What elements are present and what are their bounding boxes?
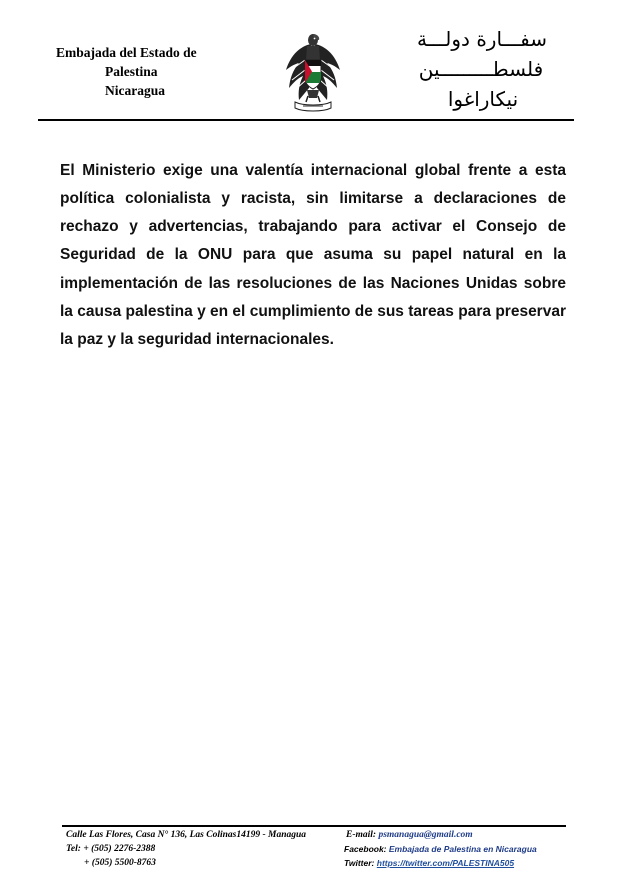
footer-address: Calle Las Flores, Casa N° 136, Las Colinas14199 - Managua [66, 830, 307, 840]
embassy-name-line-3: Nicaragua [105, 83, 165, 98]
facebook-label: Facebook: [344, 844, 387, 854]
email-link[interactable]: psmanagua@gmail.com [378, 830, 473, 840]
arabic-line-2: فلسطـــــــــين [418, 57, 544, 81]
footer-email [346, 828, 473, 842]
footer [0, 828, 619, 873]
twitter-link[interactable]: https://twitter.com/PALESTINA505 [376, 858, 515, 868]
embassy-name-line-1: Embajada del Estado de [56, 45, 197, 60]
twitter-label: Twitter: [344, 858, 375, 868]
palestine-eagle-emblem-icon [283, 30, 343, 116]
embassy-name-spanish [56, 43, 221, 100]
embassy-name-line-2: Palestina [105, 64, 158, 79]
footer-phone-1: Tel: + (505) 2276-2388 [66, 844, 156, 854]
body-paragraph: El Ministerio exige una valentía internacional global frente a esta política colonialista y racista, sin limitarse a declaraciones de rechazo y advertencias, trabajando para activar el Consejo de Seguridad de la ONU para que asuma su papel natural en la implementación de las resoluciones de las Naciones Unidas sobre la causa palestina y en el cumplimiento de sus tareas para preservar la paz y la seguridad internacionales. [60, 161, 566, 349]
header-divider [38, 119, 574, 121]
arabic-line-1: سفـــارة دولـــة [417, 27, 547, 51]
email-label: E-mail: [346, 830, 377, 840]
facebook-link[interactable]: Embajada de Palestina en Nicaragua [388, 844, 537, 854]
footer-phone-2: + (505) 5500-8763 [84, 858, 156, 868]
embassy-name-arabic [405, 24, 565, 114]
footer-divider [62, 825, 566, 827]
footer-twitter [344, 856, 514, 870]
footer-facebook [344, 842, 537, 856]
arabic-line-3: نيكاراغوا [447, 87, 519, 111]
